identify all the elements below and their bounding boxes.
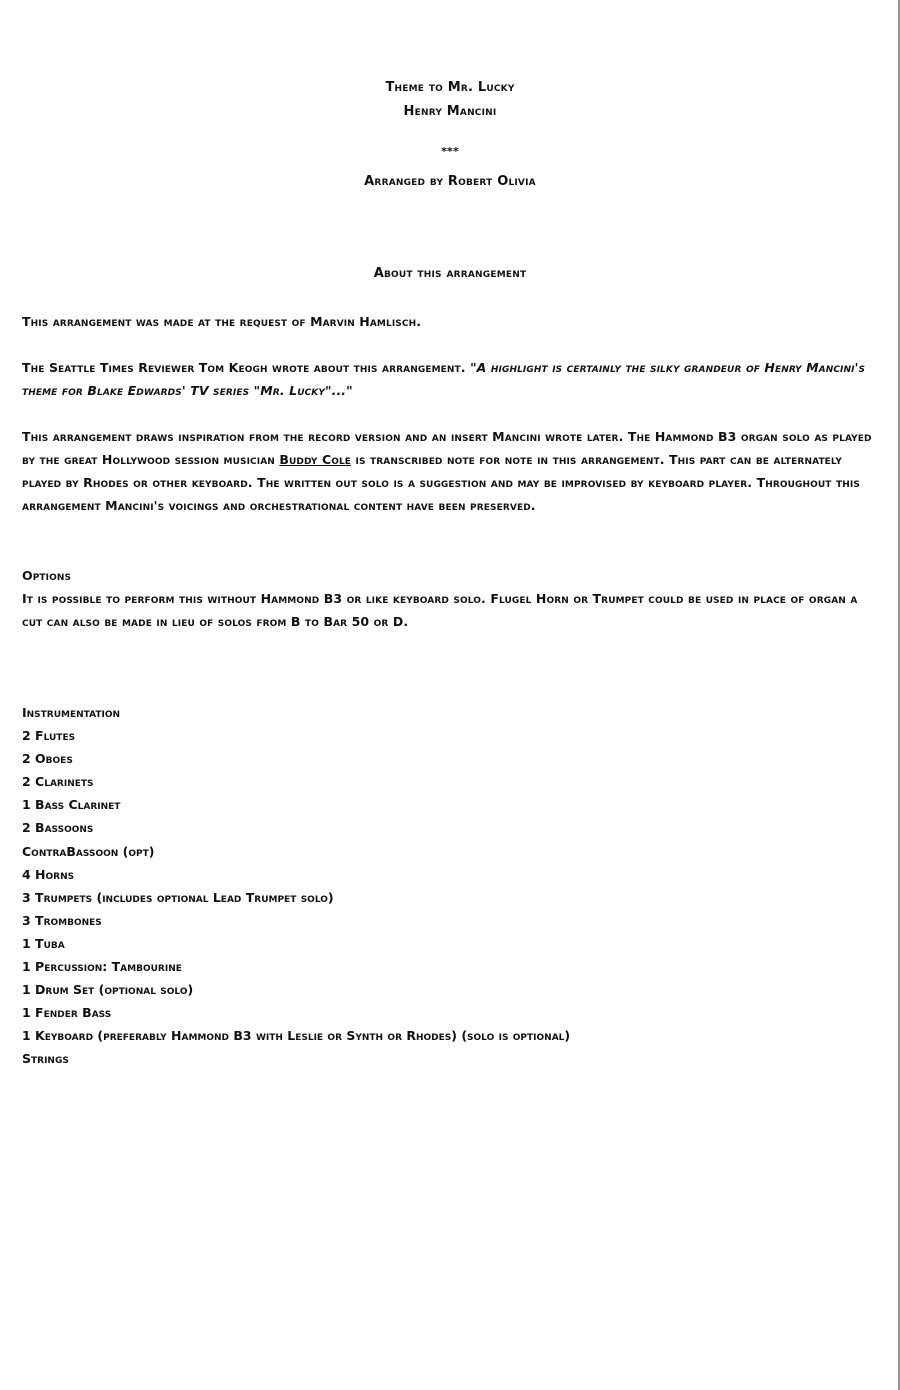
- request-paragraph: This arrangement was made at the request of Marvin Hamlisch.: [22, 314, 422, 329]
- about-heading: About this arrangement: [373, 266, 527, 281]
- instrument-item: 2 Bassoons: [22, 820, 94, 836]
- instrumentation-heading: Instrumentation: [22, 705, 121, 720]
- instrument-item: Strings: [22, 1051, 69, 1067]
- instrument-item: 2 Oboes: [22, 751, 73, 767]
- review-intro: The Seattle Times Reviewer Tom Keogh wrote about this arrangement.: [22, 360, 471, 375]
- review-paragraph: [22, 356, 877, 402]
- instrument-item: 1 Drum Set (optional solo): [22, 982, 194, 998]
- instrument-item: 1 Bass Clarinet: [22, 797, 121, 813]
- instrumentation-list: [22, 701, 882, 1071]
- instrument-item: 4 Horns: [22, 866, 75, 882]
- options-paragraph: It is possible to perform this without Hammond B3 or like keyboard solo. Flugel Horn or Trumpet could be used in place of organ a cut can also be made in lieu of solos from B to Bar 50 or D.: [22, 591, 858, 629]
- inspiration-text-end: is transcribed note for note in this arrangement. This part can be alternately played by Rhodes or other keyboard. The written out solo is a suggestion and may be improvised by keyboard player. Throughout this arrangement Mancini's voicings and orchestrational content have been preserved.: [22, 452, 860, 513]
- instrument-item: 1 Percussion: Tambourine: [22, 959, 182, 975]
- instrument-item: 2 Flutes: [22, 728, 76, 744]
- piece-title: Theme to Mr. Lucky: [385, 80, 515, 95]
- separator: ***: [441, 145, 459, 158]
- instrument-item: 1 Fender Bass: [22, 1005, 112, 1021]
- options-heading: Options: [22, 568, 72, 583]
- inspiration-text-start: This arrangement draws inspiration from the record version and an insert Mancini wrote later. The Hammond B3 organ solo as played by the great Hollywood session musician: [22, 429, 872, 467]
- composer: Henry Mancini: [403, 104, 497, 119]
- instrument-item: 2 Clarinets: [22, 774, 94, 790]
- inspiration-paragraph: [22, 425, 877, 517]
- instrument-item: 3 Trombones: [22, 912, 102, 928]
- instrument-item: ContraBassoon (opt): [22, 843, 155, 859]
- review-quote: "A highlight is certainly the silky grandeur of Henry Mancini's theme for Blake Edwards' TV series "Mr. Lucky"...": [22, 360, 866, 398]
- arranger: Arranged by Robert Olivia: [364, 174, 536, 189]
- instrument-item: 3 Trumpets (includes optional Lead Trumpet solo): [22, 889, 334, 905]
- instrument-item: 1 Keyboard (preferably Hammond B3 with Leslie or Synth or Rhodes) (solo is optional): [22, 1028, 571, 1044]
- buddy-cole-link[interactable]: Buddy Cole: [279, 452, 352, 467]
- instrument-item: 1 Tuba: [22, 935, 65, 951]
